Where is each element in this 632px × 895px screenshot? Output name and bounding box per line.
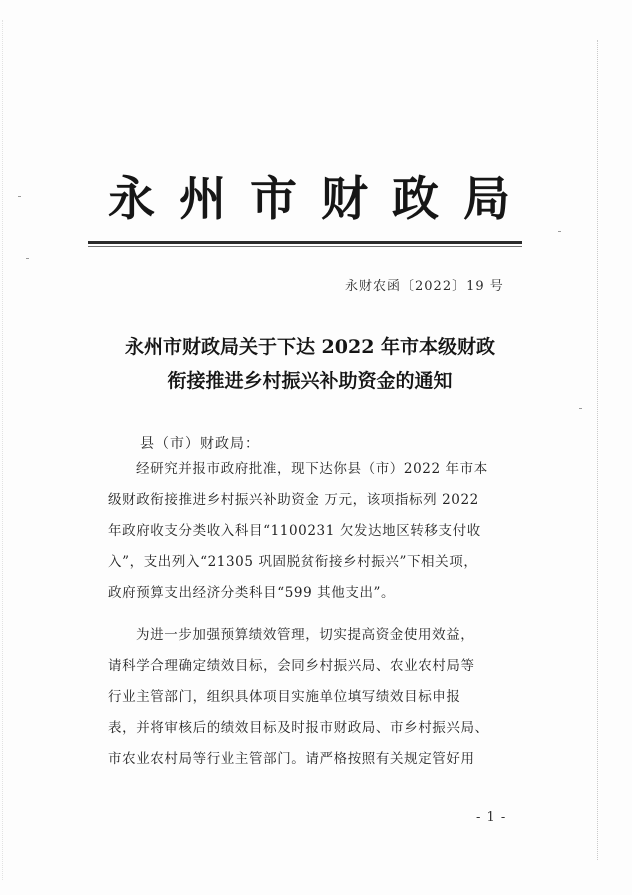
letterhead-rule-thick <box>88 241 522 244</box>
paragraph-line: 经研究并报市政府批准，现下达你县（市）2022 年市本 <box>136 461 488 477</box>
title-line: 衔接推进乡村振兴补助资金的通知 <box>167 370 453 392</box>
letterhead-rule-thin <box>88 246 522 247</box>
scan-edge-right <box>597 40 599 860</box>
paragraph-line: 市农业农村局等行业主管部门。请严格按照有关规定管好用 <box>108 751 475 767</box>
paragraph-line: 行业主管部门，组织具体项目实施单位填写绩效目标申报 <box>108 689 461 705</box>
document-title <box>100 330 520 398</box>
scan-speck <box>579 408 582 409</box>
scan-edge-left <box>2 20 4 880</box>
agency-letterhead: 永州市财政局 <box>108 172 534 227</box>
paragraph-line: 政府预算支出经济分类科目“599 其他支出”。 <box>108 585 396 601</box>
paragraph-line: 入”，支出列入“21305 巩固脱贫衔接乡村振兴”下相关项， <box>108 554 478 570</box>
page-number: - 1 - <box>476 810 507 825</box>
paragraph-line: 为进一步加强预算绩效管理，切实提高资金使用效益， <box>136 627 475 643</box>
paragraph-line: 年政府收支分类收入科目“1100231 欠发达地区转移支付收 <box>108 523 481 539</box>
title-line: 永州市财政局关于下达 2022 年市本级财政 <box>124 336 496 358</box>
paragraph-2 <box>108 620 524 775</box>
paragraph-line: 请科学合理确定绩效目标，会同乡村振兴局、农业农村局等 <box>108 658 475 674</box>
scan-speck <box>558 231 561 232</box>
salutation: 县（市）财政局： <box>140 436 260 452</box>
paragraph-line: 级财政衔接推进乡村振兴补助资金 万元，该项指标列 2022 <box>108 492 479 508</box>
document-number: 永财农函〔2022〕19 号 <box>345 279 504 294</box>
paragraph-line: 表，并将审核后的绩效目标及时报市财政局、市乡村振兴局、 <box>108 720 489 736</box>
scan-speck <box>26 258 29 259</box>
scan-speck <box>18 196 21 197</box>
paragraph-1 <box>108 454 524 609</box>
